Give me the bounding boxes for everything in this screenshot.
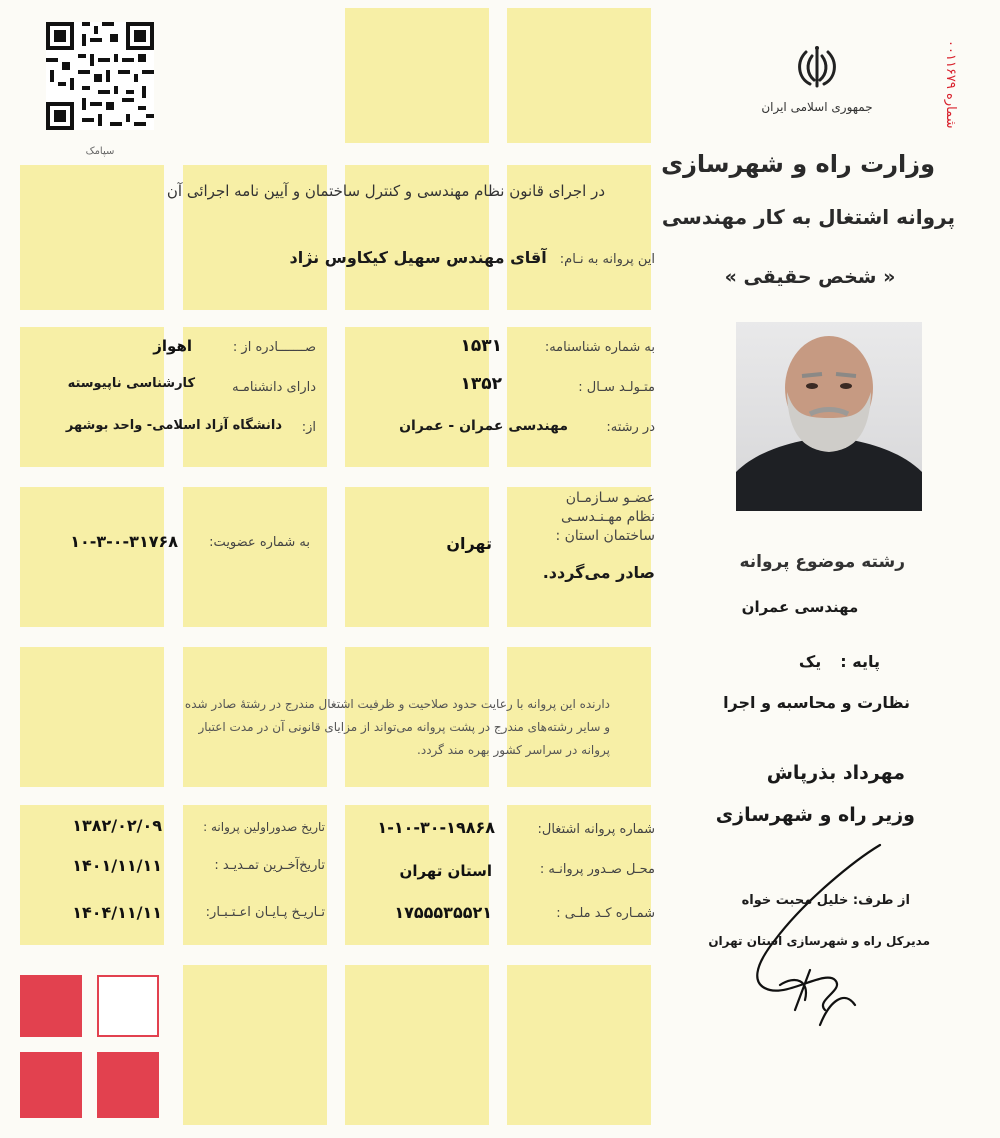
holder-photo xyxy=(736,322,922,511)
subject-title: رشته موضوع پروانه xyxy=(739,552,905,572)
law-line: در اجرای قانون نظام مهندسی و کنترل ساختمان و آیین نامه اجرائی آن xyxy=(166,182,605,200)
subject-discipline: مهندسی عمران xyxy=(741,598,859,616)
field-label: در رشته: xyxy=(606,420,655,435)
person-type: « شخص حقیقی » xyxy=(724,266,896,288)
membership-line-2: نظام مهـنـدسـی xyxy=(561,509,655,525)
membership-province: تهران xyxy=(446,534,492,553)
first-issue-value: ۱۳۸۲/۰۲/۰۹ xyxy=(72,816,162,835)
issue-place-label: محـل صـدور پروانـه : xyxy=(539,862,655,877)
first-issue-label: تاریخ صدوراولین پروانه : xyxy=(203,820,325,834)
license-number-label: شماره پروانه اشتغال: xyxy=(537,822,655,837)
holder-label: این پروانه به نـام: xyxy=(559,252,655,267)
holder-name: آقای مهندس سهیل کیکاوس نژاد xyxy=(289,248,547,267)
birth-label: متـولـد سـال : xyxy=(578,380,655,395)
signatory-position: مدیرکل راه و شهرسازی استان تهران xyxy=(708,934,930,948)
from-label: از: xyxy=(301,420,316,435)
issued-value: اهواز xyxy=(153,337,192,355)
ministry-title: وزارت راه و شهرسازی xyxy=(661,150,935,178)
renewal-value: ۱۴۰۱/۱۱/۱۱ xyxy=(72,856,162,875)
qr-caption: سپامک xyxy=(85,146,115,157)
minister-name: مهرداد بذرپاش xyxy=(766,762,905,784)
field-value: مهندسی عمران - عمران xyxy=(399,418,568,434)
qr-code-icon xyxy=(46,22,154,130)
emblem-caption: جمهوری اسلامی ایران xyxy=(761,100,873,114)
subject-grade xyxy=(740,652,880,671)
birth-value: ۱۳۵۲ xyxy=(460,374,502,394)
grade-label: پایه : xyxy=(840,652,880,671)
serial-label: شماره xyxy=(943,93,958,129)
degree-value: کارشناسی ناپیوسته xyxy=(67,376,195,391)
qr-code xyxy=(46,22,154,130)
iran-emblem-icon xyxy=(792,42,842,92)
renewal-label: تاریخ‌آخـرین تمـدیـد : xyxy=(214,858,325,873)
minister-title: وزیر راه و شهرسازی xyxy=(715,804,915,826)
signatory-on-behalf: از طرف: خلیل محبت خواه xyxy=(741,893,910,908)
serial-number xyxy=(930,40,960,150)
membership-line-1: عضـو سـازمـان xyxy=(565,490,655,506)
license-number-value: ۱-۱۰-۳۰-۱۹۸۶۸ xyxy=(377,818,495,837)
national-code-label: شمـاره کـد ملـی : xyxy=(556,906,655,921)
expiry-value: ۱۴۰۴/۱۱/۱۱ xyxy=(72,903,162,922)
from-value: دانشگاه آزاد اسلامی- واحد بوشهر xyxy=(65,418,282,433)
membership-issued: صادر می‌گردد. xyxy=(542,563,655,582)
terms-line-2: و سایر رشته‌های مندرج در پشت پروانه می‌تواند از مزایای قانونی آن در مدت اعتبار xyxy=(198,720,610,734)
person-portrait-icon xyxy=(736,322,922,511)
national-code-value: ۱۷۵۵۵۳۵۵۲۱ xyxy=(394,903,492,922)
grade-value: یک xyxy=(798,652,822,671)
degree-label: دارای دانشنامـه xyxy=(232,380,316,395)
holder-line xyxy=(260,248,655,267)
id-value: ۱۵۳۱ xyxy=(460,336,502,356)
license-title: پروانه اشتغال به کار مهندسی xyxy=(661,205,955,229)
terms-line-1: دارنده این پروانه با رعایت حدود صلاحیت و ظرفیت اشتغال مندرج در رشتهٔ صادر شده xyxy=(184,697,610,711)
issued-label: صـــــــادره از : xyxy=(232,340,316,355)
member-number-label: به شماره عضویت: xyxy=(209,535,310,550)
id-label: به شماره شناسنامه: xyxy=(544,340,655,355)
issue-place-value: استان تهران xyxy=(399,862,492,880)
membership-line-3: ساختمان استان : xyxy=(555,528,655,544)
terms-line-3: پروانه در سراسر کشور بهره مند گردد. xyxy=(417,743,610,757)
expiry-label: تـاریـخ پـایـان اعـتـبـار: xyxy=(205,905,325,920)
serial-value: ۰۰۱۱۶۷۹ xyxy=(943,40,958,89)
subject-scope: نظارت و محاسبه و اجرا xyxy=(723,693,910,712)
member-number-value: ۱۰-۳-۰-۳۱۷۶۸ xyxy=(70,532,178,551)
